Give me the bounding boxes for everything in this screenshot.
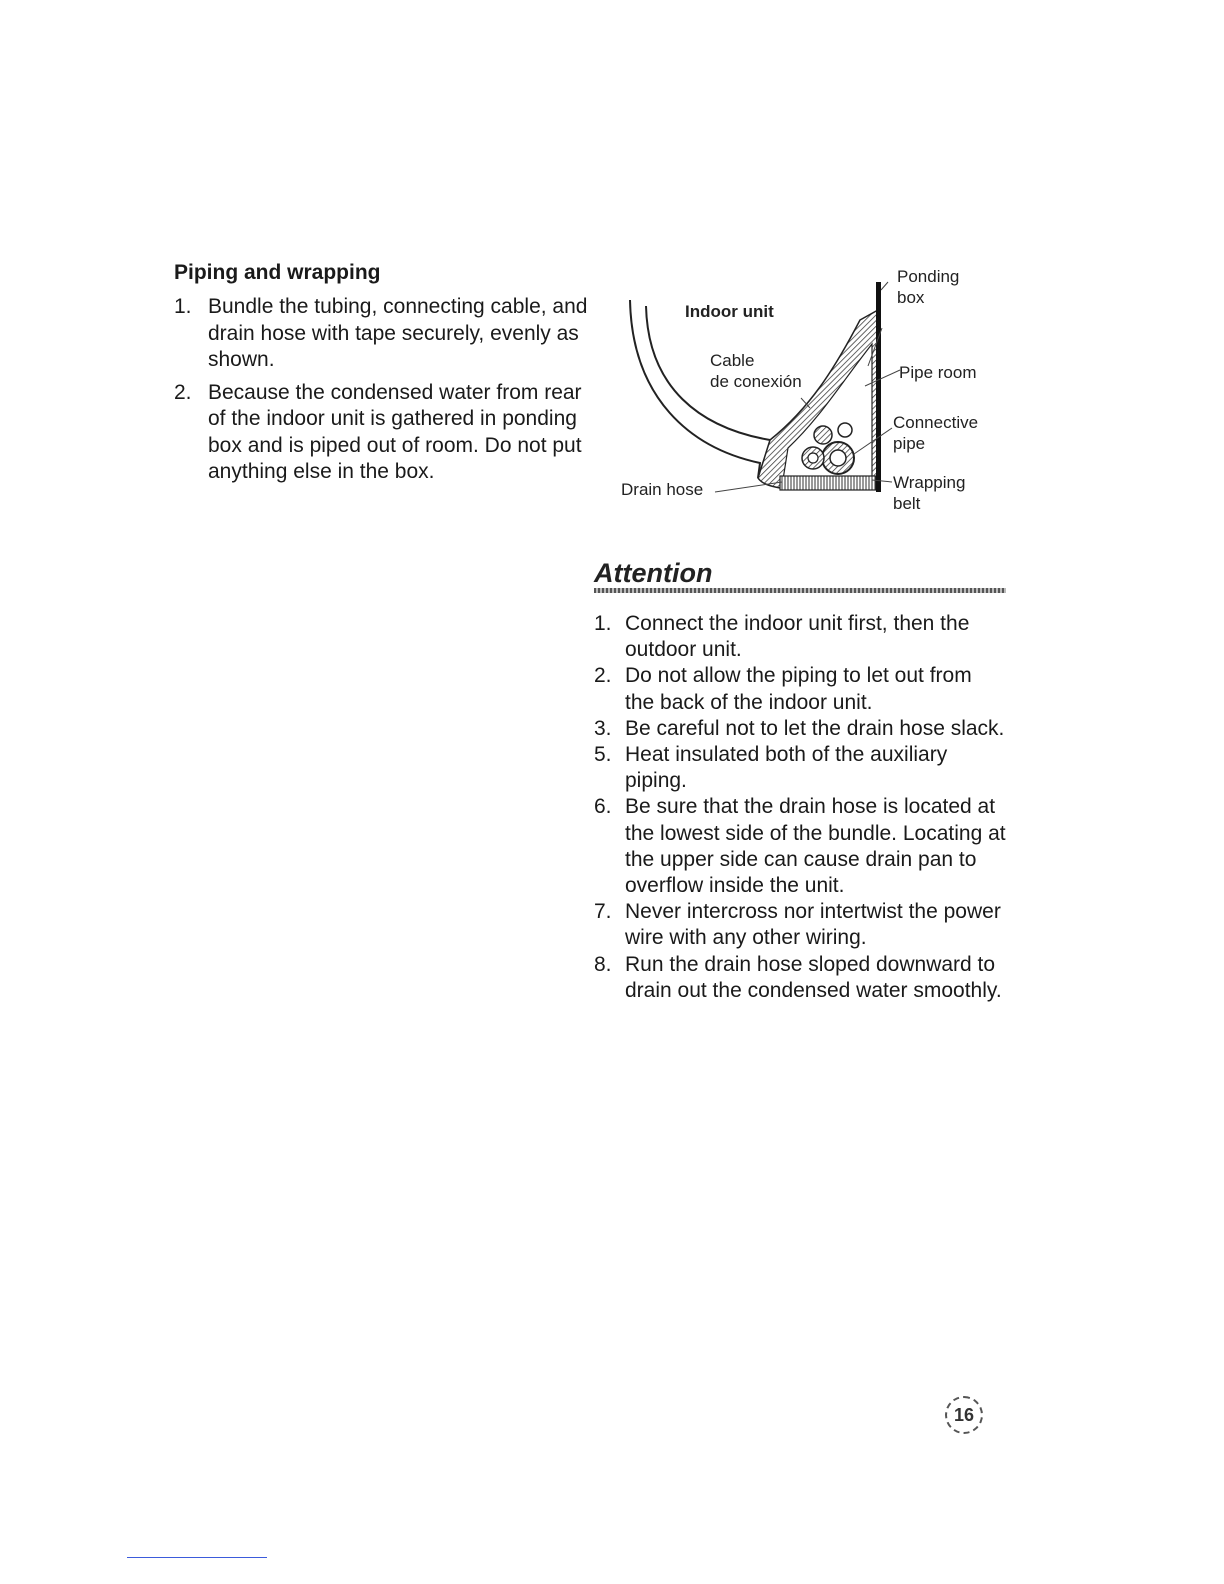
leader-drain-hose <box>715 482 782 492</box>
step-text: Bundle the tubing, connecting cable, and drain hose with tape securely, evenly as shown. <box>208 295 588 371</box>
label-drain-hose: Drain hose <box>621 480 704 499</box>
list-item <box>594 794 1006 899</box>
list-item <box>594 899 1006 951</box>
step-text: Because the condensed water from rear of the indoor unit is gathered in ponding box and is piped out of room. Do not put anything else in the box. <box>208 380 582 483</box>
connecting-cable-end <box>814 426 832 444</box>
leader-ponding-box <box>881 282 888 290</box>
list-item <box>594 611 1006 663</box>
list-item <box>594 742 1006 794</box>
connective-pipe-large-core <box>830 450 846 466</box>
attention-section <box>594 556 1006 1004</box>
drain-pipe-end <box>838 423 852 437</box>
ponding-box-wall <box>876 282 881 492</box>
step-number: 2. <box>174 380 192 404</box>
label-wrapping-belt: Wrapping belt <box>893 473 966 513</box>
label-cable: Cable de conexión <box>710 351 802 391</box>
list-item <box>594 716 1006 742</box>
attention-list <box>594 611 1006 1004</box>
drain-hose <box>780 476 876 490</box>
item-number: 2. <box>594 664 612 688</box>
item-text: Run the drain hose sloped downward to drain out the condensed water smoothly. <box>625 952 1002 1002</box>
page-number: 16 <box>945 1396 983 1434</box>
piping-steps <box>174 294 594 486</box>
piping-title: Piping and wrapping <box>174 261 381 284</box>
item-number: 7. <box>594 900 612 924</box>
attention-title: Attention <box>594 558 713 588</box>
item-text: Heat insulated both of the auxiliary piping. <box>625 743 948 793</box>
item-number: 6. <box>594 795 612 819</box>
item-number: 5. <box>594 743 612 767</box>
list-item <box>174 380 594 486</box>
item-text: Be careful not to let the drain hose slack. <box>625 716 1005 740</box>
item-text: Never intercross nor intertwist the power wire with any other wiring. <box>625 900 1001 950</box>
list-item <box>594 952 1006 1004</box>
piping-diagram <box>610 258 1010 528</box>
label-connective-pipe: Connective pipe <box>893 413 979 453</box>
item-number: 1. <box>594 612 612 635</box>
connective-pipe-small-core <box>808 453 818 463</box>
footer-divider <box>127 1557 267 1558</box>
item-text: Do not allow the piping to let out from the back of the indoor unit. <box>625 664 972 714</box>
label-indoor-unit: Indoor unit <box>685 302 774 321</box>
item-text: Connect the indoor unit first, then the outdoor unit. <box>625 612 970 662</box>
item-text: Be sure that the drain hose is located at the lowest side of the bundle. Locating at the upper side can cause drain pan to overflow inside the unit. <box>625 795 1006 898</box>
list-item <box>594 663 1006 715</box>
list-item <box>174 294 594 374</box>
label-ponding-box: Ponding box <box>897 267 960 307</box>
item-number: 3. <box>594 716 612 740</box>
piping-section <box>174 258 594 492</box>
label-pipe-room: Pipe room <box>899 363 977 382</box>
item-number: 8. <box>594 952 612 976</box>
step-number: 1. <box>174 295 192 318</box>
